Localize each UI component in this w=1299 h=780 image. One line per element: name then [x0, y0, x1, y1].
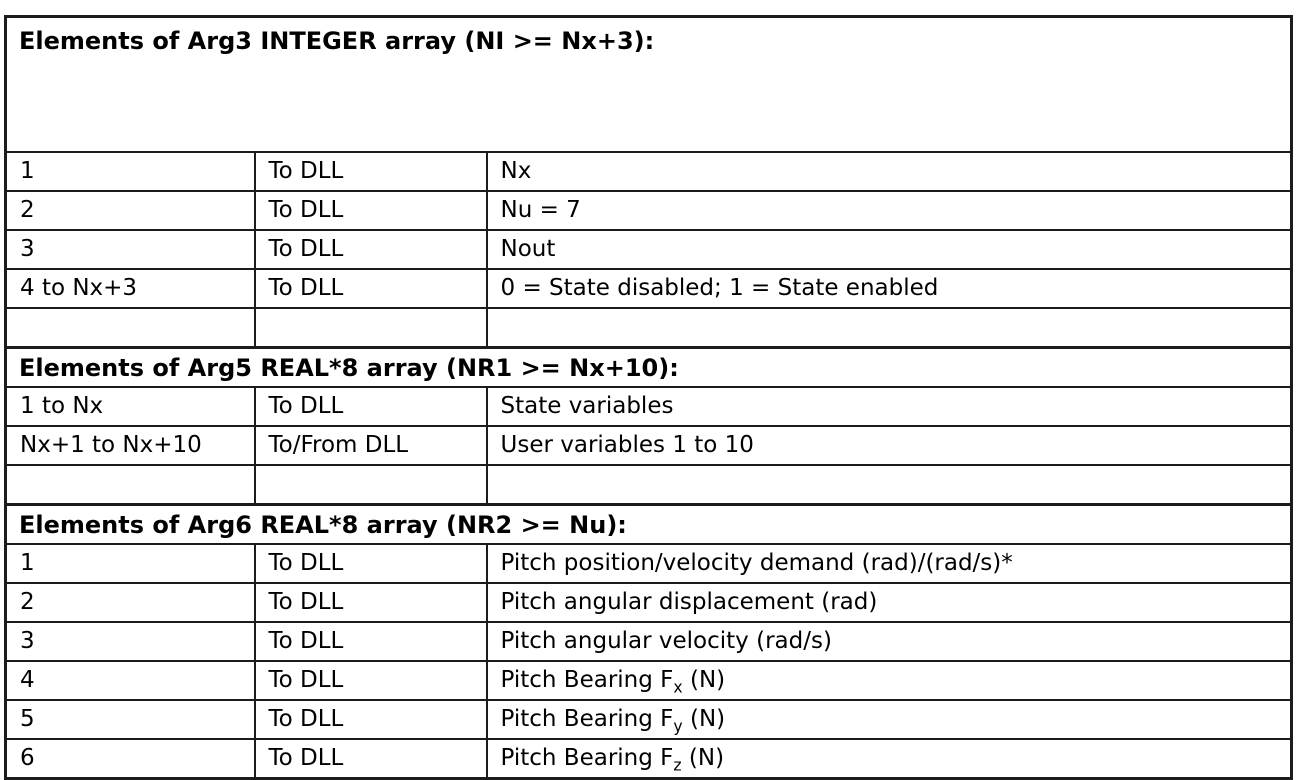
cell-direction: To DLL — [255, 661, 487, 700]
cell-description: User variables 1 to 10 — [487, 426, 1292, 465]
cell-index: Nx+1 to Nx+10 — [6, 426, 255, 465]
cell-direction: To DLL — [255, 700, 487, 739]
section-header-arg5: Elements of Arg5 REAL*8 array (NR1 >= Nx+10): — [6, 348, 1292, 388]
table-row — [6, 269, 1292, 308]
cell-direction: To DLL — [255, 583, 487, 622]
cell-index: 3 — [6, 230, 255, 269]
description-tail: (N) — [682, 667, 726, 694]
table-row — [6, 700, 1292, 739]
cell-description: State variables — [487, 387, 1292, 426]
table-row — [6, 152, 1292, 191]
description-tail: (N) — [682, 706, 726, 733]
cell-direction — [255, 308, 487, 348]
table-row — [6, 426, 1292, 465]
cell-index: 2 — [6, 583, 255, 622]
section-header-row-arg6 — [6, 505, 1292, 545]
description-tail: (N) — [681, 745, 725, 772]
cell-index — [6, 308, 255, 348]
cell-index: 3 — [6, 622, 255, 661]
table-row — [6, 739, 1292, 779]
cell-description: Nout — [487, 230, 1292, 269]
cell-index — [6, 465, 255, 505]
description-text: Pitch Bearing F — [500, 706, 674, 733]
cell-index: 6 — [6, 739, 255, 779]
table-row — [6, 583, 1292, 622]
cell-index: 1 — [6, 152, 255, 191]
cell-index: 4 to Nx+3 — [6, 269, 255, 308]
table-row — [6, 230, 1292, 269]
cell-description — [487, 661, 1292, 700]
cell-description — [487, 308, 1292, 348]
cell-index: 5 — [6, 700, 255, 739]
cell-description: Pitch angular displacement (rad) — [487, 583, 1292, 622]
description-subscript: y — [673, 716, 683, 736]
table-row — [6, 387, 1292, 426]
cell-description: Nx — [487, 152, 1292, 191]
table-row — [6, 544, 1292, 583]
section-header-arg6: Elements of Arg6 REAL*8 array (NR2 >= Nu): — [6, 505, 1292, 545]
cell-description: Pitch position/velocity demand (rad)/(rad/s)* — [487, 544, 1292, 583]
cell-direction: To DLL — [255, 269, 487, 308]
cell-direction: To DLL — [255, 152, 487, 191]
cell-direction: To/From DLL — [255, 426, 487, 465]
cell-direction: To DLL — [255, 544, 487, 583]
cell-index: 2 — [6, 191, 255, 230]
cell-description — [487, 739, 1292, 779]
section-header-row-arg3 — [6, 17, 1292, 153]
cell-description: Nu = 7 — [487, 191, 1292, 230]
cell-description — [487, 465, 1292, 505]
table-row — [6, 661, 1292, 700]
section-header-arg3: Elements of Arg3 INTEGER array (NI >= Nx+3): — [6, 17, 1292, 153]
description-subscript: x — [673, 677, 683, 697]
cell-direction: To DLL — [255, 191, 487, 230]
dll-interface-table — [4, 15, 1293, 780]
spacer-row — [6, 465, 1292, 505]
section-header-row-arg5 — [6, 348, 1292, 388]
description-subscript: z — [673, 755, 682, 775]
spacer-row — [6, 308, 1292, 348]
cell-direction: To DLL — [255, 230, 487, 269]
cell-direction — [255, 465, 487, 505]
description-text: Pitch Bearing F — [500, 667, 674, 694]
cell-description: 0 = State disabled; 1 = State enabled — [487, 269, 1292, 308]
description-text: Pitch Bearing F — [500, 745, 674, 772]
cell-direction: To DLL — [255, 739, 487, 779]
cell-description: Pitch angular velocity (rad/s) — [487, 622, 1292, 661]
cell-direction: To DLL — [255, 622, 487, 661]
cell-description — [487, 700, 1292, 739]
table-row — [6, 191, 1292, 230]
cell-index: 1 — [6, 544, 255, 583]
cell-index: 1 to Nx — [6, 387, 255, 426]
cell-index: 4 — [6, 661, 255, 700]
cell-direction: To DLL — [255, 387, 487, 426]
table-row — [6, 622, 1292, 661]
